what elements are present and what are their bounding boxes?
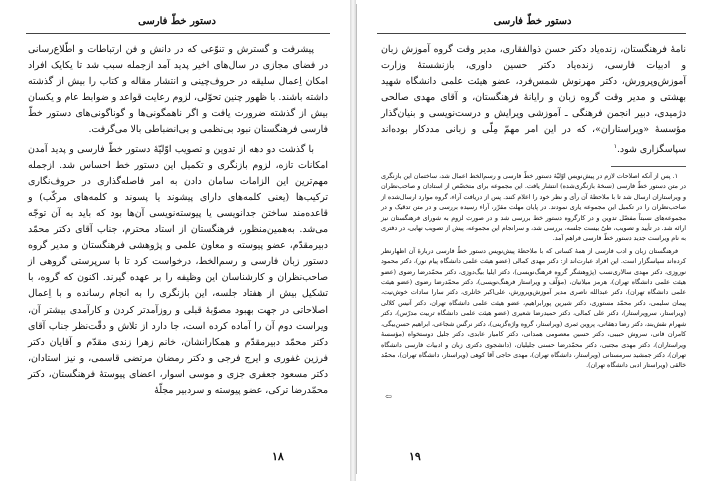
footnote-1: ۱. پس از آنکه اصلاحات لازم در پیش‌نویس اوّلیّهٔ دستور خطّ فارسی و رسم‌الخط اعمال شد، ساختمان این بازنگری در متن دستور خطّ فارسی (نسخهٔ بازنگری‌شده) انتشار یافت. این مجموعه برای متخصّص از استادان و صاحب‌نظران و ویراستاران ارسال شد تا با ملاحظهٔ آن رأی و نظر خود را اعلام کنند. پس از دریافت آراء، گروه موارد ارسال‌شده از صاحب‌نظران را در تکمیل این مجموعه یاری نمودند. در پایان مهلت مقرّر، آراء رسیده بررسی و در متن تدقیک و در مجموعه‌های نسبتاً مفصّل تدوین و در کارگروه دستور خط بررسی شد و در صورت لزوم به شورای فرهنگستان نیز ارائه شد. در تأیید و تصویب، طیّ بیست جلسه، بررسی شد، و سرانجام این مجموعه، پیش از تصویب نهایی، در دفتری به نام ویراست جدید دستور خطّ فارسی فراهم آمد. (381, 173, 686, 243)
left-paragraph-2: با گذشت دو دهه از تدوین و تصویب اوّلیّهٔ دستور خطّ فارسی و پدید آمدن امکانات تازه، لزوم بازنگری و تکمیل این دستور خط احساس شد. ازجمله مهم‌ترین این الزامات سامان دادن به امر فاصله‌گذاری در حروف‌نگاری ترکیب‌ها (یعنی کلمه‌های دارای پیشوند یا پسوند و کلمه‌های مرکّب) و قاعده‌مند ساختن جدانویسی یا پیوسته‌نویسی آن‌ها بود که باید به آن توجّه می‌شد. به‌همین‌منظور، فرهنگستان از استاد محترم، جناب آقای دکتر محمّد دبیرمقدّم، عضو پیوسته و معاون علمی و پژوهشی فرهنگستان و مدیر گروه دستور زبان فارسی و رسم‌الخط، درخواست کرد تا با سرپرستی گروهی از صاحب‌نظران و کارشناسان این وظیفه را بر عهده گیرند. اکنون که گروه، با تشکیل بیش از هفتاد جلسه، این بازنگری را به انجام رسانده و با اِعمال اصلاحاتی در جهت بهبود مصوّبهٔ قبلی و روزآمدتر کردن و کارآمدی بیشتر آن، ویراست دوم آن را آماده کرده است، جا دارد از تلاش و دقّت‌نظر جناب آقای دکتر محمّد دبیرمقدّم و همکارانشان، خانم زهرا زندی مقدّم و آقایان دکتر فرزین غفوری و ایرج فرجی و دکتر رمضان مرتضی قاسمی، و نیز استادان، دکتر مسعود جعفری جزی و موسی اسوار، اعضای پیوستهٔ فرهنگستان، دکتر محمّدرضا ترکی، عضو پیوسته و سردبیر مجلّهٔ (28, 143, 328, 396)
right-main-paragraph (381, 42, 686, 158)
left-header-rule (26, 33, 330, 34)
right-main-text: نامهٔ فرهنگستان، زنده‌یاد دکتر حسن ذوالفقاری، مدیر وقت گروه آموزش زبان و ادبیات فارسی، زنده‌یاد دکتر حسین داوری، بازنشستهٔ وزارت آموزش‌وپرورش، دکتر مهرنوش شمس‌فرد، عضو هیئت علمی دانشگاه شهید بهشتی و مدیر وقت گروه زبان و رایانهٔ فرهنگستان، و آقای مهدی صالحی دژمیدی، دبیر انجمن فرهنگی ـ آموزشی ویرایش و درست‌نویسی و بنیان‌گذار مؤسسهٔ «ویراستاران»، که در این امر مهمّ مِلّی و زبانی مددکار بوده‌اند سپاسگزاری شود. (381, 44, 686, 155)
right-header-rule (377, 33, 686, 34)
left-page (4, 4, 351, 474)
left-page-number: ۱۸ (272, 450, 284, 463)
footnote-rule (611, 166, 686, 167)
right-page (356, 4, 708, 474)
left-paragraph-1: پیشرفت و گسترش و تنوّعی که در دانش و فن ارتباطات و اطّلاع‌رسانی در فضای مجازی در سال‌های اخیر پدید آمد ازجمله سبب شد تا یکایک افراد امکان اِعمال سلیقه در حروف‌چینی و انتشار مقاله و کتاب را بیش از گذشته داشته باشند. با ظهور چنین تحوّلی، لزوم رعایت قواعد و ضوابط عام و یکسان بیش از گذشته ضرورت یافت و اگر ناهمگونی‌ها و گوناگونی‌های دستور خطّ فارسی فرهنگستان نبود بی‌نظمی و بی‌انضباطی بالا می‌گرفت. (28, 44, 328, 136)
footnote-marker: ۱ (613, 142, 617, 150)
left-page-body (28, 42, 328, 399)
right-page-number: ۱۹ (409, 450, 421, 463)
continue-arrow-icon: ⇦ (385, 392, 392, 401)
right-page-body (381, 42, 686, 158)
right-page-header: دستور خطّ فارسی (493, 16, 572, 27)
left-page-header: دستور خطّ فارسی (138, 16, 216, 27)
footnotes (381, 172, 686, 372)
footnote-2: فرهنگستان زبان و ادب فارسی از همهٔ کسانی که با ملاحظهٔ پیش‌نویس دستور خطّ فارسی دربارهٔ آن اظهارنظر کرده‌اند سپاسگزار است. این افراد عبارت‌اند از: دکتر مهدی کمالی (عضو هیئت علمی دانشگاه پیام نور)، دکتر محمود نوروزی، دکتر مهدی سالاری‌نسب (پژوهشگر گروه فرهنگ‌نویسی)، دکتر ایلیا بیگ‌دوزی، دکتر محمّدرضا رضوی (عضو هیئت علمی دانشگاه تهران)، هرمز میلانیان، (مؤلّف و ویراستار فرهنگ‌نویسی)، دکتر محمّدرضا رضوی (عضو هیئت علمی دانشگاه تهران)، دکتر عبدالله ناصری مدیر آموزش‌وپرورش، علی‌اکبر خانلری، دکتر سارا سادات خوش‌نیت، پیمان سلیمی، دکتر محمّد مستوری، دکتر شیرین پورابراهیم، عضو هیئت علمی دانشگاه تهران، دکتر آنیس کلالی (ویراستار، سرویراستار)، دکتر علی کمالی، دکتر حمیدرضا شعیری (عضو هیئت علمی دانشگاه تربیت مدرّس)، دکتر شهرام نقش‌بند، دکتر رضا دهقانی، پروین ثمری (ویراستار، گروه واژه‌گزینی)، دکتر نرگس شجاعی، ابراهیم حسن‌بیگی، کامران فانی، سروش حبیبی، دکتر حسین معصومی همدانی، دکتر کامیار عابدی، دکتر جلیل دوستخواه (مؤسسهٔ ویراستاران)، دکتر مهدی مجتبی، دکتر محمّدرضا حسنی جلیلیان، (دانشجوی دکتری زبان و ادبیات فارسی دانشگاه تهران)، دکتر جمشید سرمستانی (ویراستار، دانشگاه تهران)، مهدی حاجی آقا کوهی (ویراستار، دانشگاه تهران)، محمّد خالقی (ویراستار ادبی دانشگاه تهران). (381, 247, 686, 370)
